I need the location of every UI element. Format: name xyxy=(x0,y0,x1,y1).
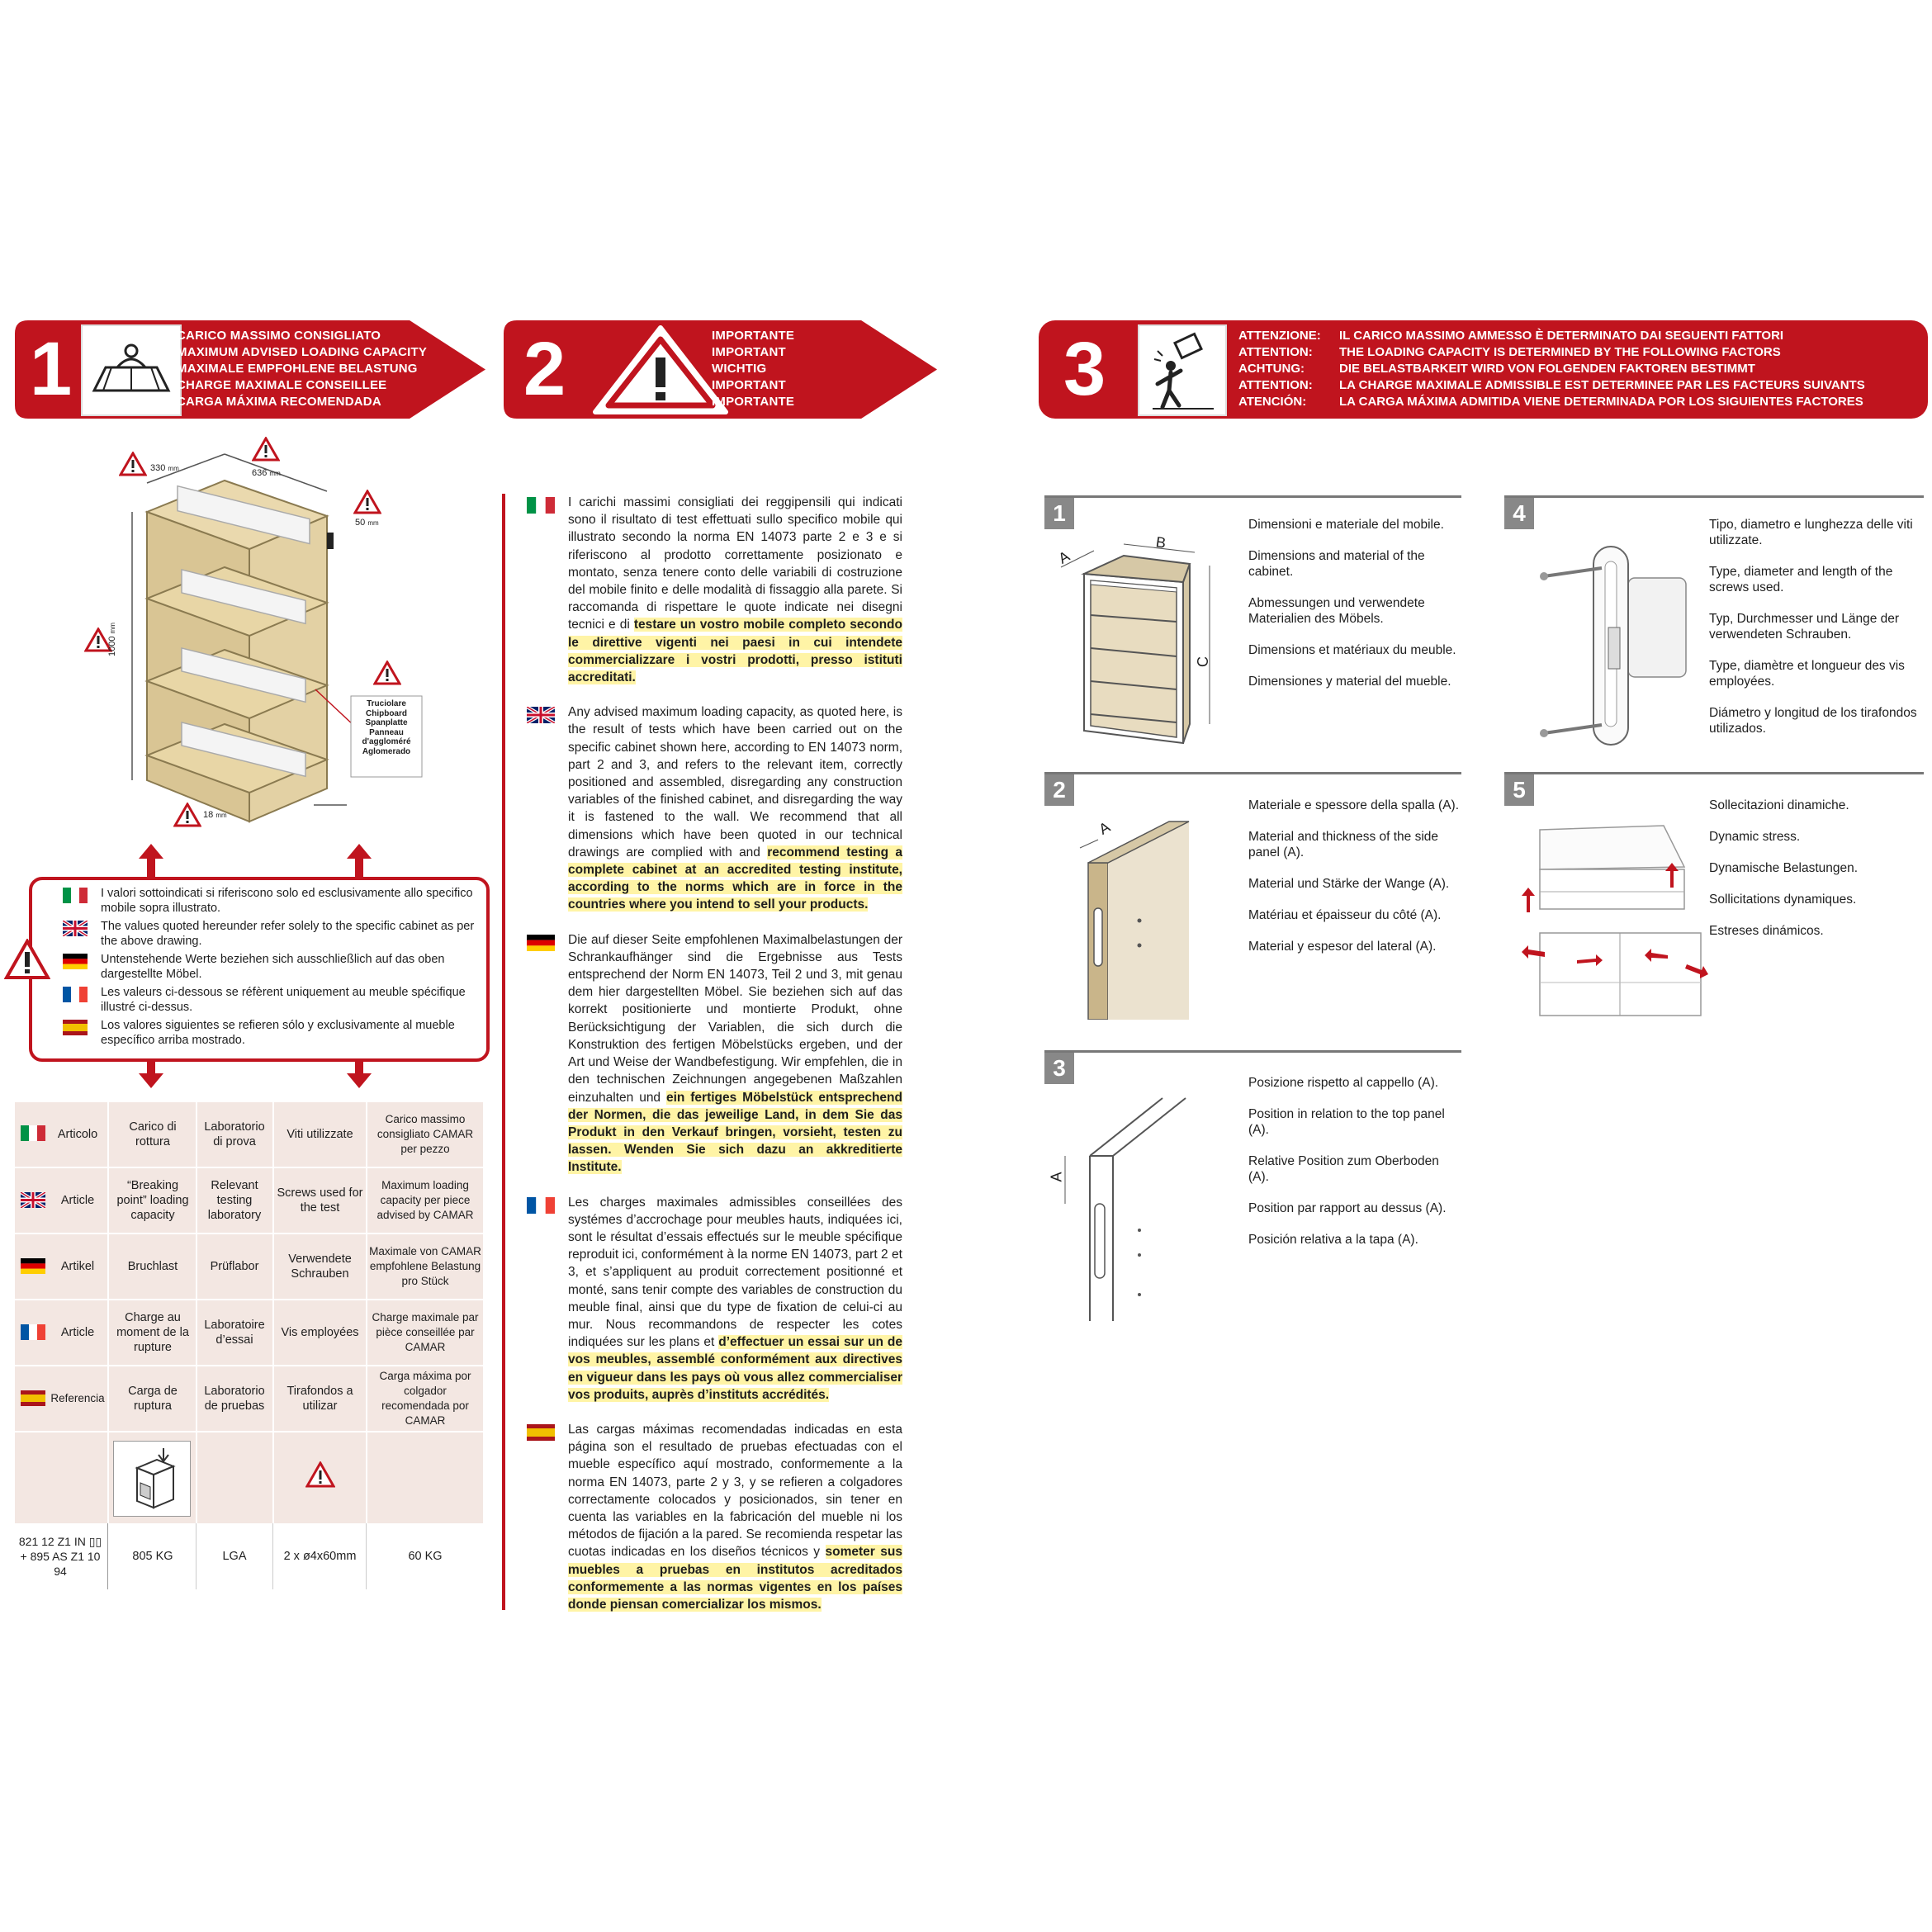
factor-line: Relative Position zum Oberboden (A). xyxy=(1248,1154,1439,1184)
paragraph-es xyxy=(568,1421,902,1613)
unit: mm xyxy=(215,812,227,819)
table-cell: Article xyxy=(60,1194,95,1207)
flag-germany-icon xyxy=(63,954,88,969)
shelf-load-icon xyxy=(81,324,182,416)
paragraph-text: Les charges maximales admissibles conseillées des systémes d’accrochage pour meubles hauts, indiquées ici, sont le résultat d’essais effectués sur le meuble spécifique reproduit ici, conformément à la norme EN 14073, part 2 et 3, et s’appliquent au produit correctement positionné et monté, sans tenir compte des variables de construction du meuble final, ainsi que du type de fixation de celui-ci au mur. Nous recommandons de respecter les cotes indiquées sur les plans et xyxy=(568,1195,902,1350)
paragraph-highlight: recommend testing a complete cabinet at an accredited testing institute, according to the norms which are in force in the countries where you intend to sell your products. xyxy=(568,845,902,912)
banner-2-line: WICHTIG xyxy=(712,362,767,376)
flag-italy-icon xyxy=(63,888,88,903)
factor-line: Posizione rispetto al cappello (A). xyxy=(1248,1076,1439,1090)
table-cell: Artikel xyxy=(60,1260,95,1273)
banner-3-title xyxy=(1238,328,1865,410)
top-thickness-value: 50 xyxy=(355,518,366,528)
banner-1-line: MAXIMALE EMPFOHLENE BELASTUNG xyxy=(177,362,418,376)
flag-france-icon xyxy=(527,1197,555,1214)
material-line: d'aggloméré xyxy=(362,737,411,746)
factor-line: Position in relation to the top panel (A). xyxy=(1248,1107,1445,1137)
warning-icon xyxy=(4,939,50,980)
table-cell: Carico massimo consigliato CAMAR per pezzo xyxy=(376,1113,474,1155)
lab-value: LGA xyxy=(222,1550,247,1563)
banner-2-line: IMPORTANTE xyxy=(712,329,795,343)
paragraph-gb xyxy=(568,703,902,913)
factor-2-rule xyxy=(1044,772,1461,774)
dimension-a-label: A xyxy=(1096,818,1113,838)
material-line: Aglomerado xyxy=(362,746,411,756)
material-line: Panneau xyxy=(369,727,404,737)
banner-1-line: MAXIMUM ADVISED LOADING CAPACITY xyxy=(177,345,428,359)
factor-1-cabinet-drawing xyxy=(1044,533,1251,747)
banner-3-line: LA CARGA MÁXIMA ADMITIDA VIENE DETERMINADA POR LOS SIGUIENTES FACTORES xyxy=(1339,395,1863,409)
factor-1-number: 1 xyxy=(1044,498,1074,529)
banner-2-line: IMPORTANT xyxy=(712,345,786,359)
table-cell: Verwendete Schrauben xyxy=(288,1252,352,1281)
dimension-b-label: B xyxy=(1154,533,1167,552)
banner-1-line: CARICO MASSIMO CONSIGLIATO xyxy=(177,329,381,343)
factor-line: Type, diamètre et longueur des vis employées. xyxy=(1709,659,1905,689)
warning-icon xyxy=(353,490,381,514)
factor-5-text xyxy=(1709,798,1924,954)
banner-3-line: DIE BELASTBARKEIT WIRD VON FOLGENDEN FAKTOREN BESTIMMT xyxy=(1339,362,1755,376)
banner-3-label: ATTENTION: xyxy=(1238,378,1313,392)
factor-line: Estreses dinámicos. xyxy=(1709,924,1824,938)
table-cell: Articolo xyxy=(57,1128,98,1141)
breaking-test-icon xyxy=(113,1441,191,1517)
banner-3-line: LA CHARGE MAXIMALE ADMISSIBLE EST DETERMINEE PAR LES FACTEURS SUIVANTS xyxy=(1339,378,1865,392)
material-line: Chipboard xyxy=(366,708,407,718)
flag-uk-icon xyxy=(21,1192,45,1212)
table-cell: Relevant testing laboratory xyxy=(207,1179,262,1222)
warning-icon xyxy=(252,437,280,462)
warning-icon xyxy=(373,661,401,685)
depth-value: 330 xyxy=(150,463,166,473)
factor-1-rule xyxy=(1044,495,1461,498)
dimension-c-label: C xyxy=(1195,656,1211,667)
screws-value: 2 x ø4x60mm xyxy=(283,1550,357,1563)
max-load-value: 60 KG xyxy=(408,1550,443,1563)
breaking-load-value: 805 KG xyxy=(132,1550,173,1563)
unit: mm xyxy=(269,470,281,477)
paragraph-it xyxy=(568,494,902,686)
table-cell: Maximum loading capacity per piece advised by CAMAR xyxy=(376,1179,474,1221)
dimension-a-label: A xyxy=(1055,547,1073,567)
red-divider xyxy=(502,494,505,1610)
flag-uk-icon xyxy=(63,921,88,936)
width-value: 636 xyxy=(252,468,268,478)
unit: mm xyxy=(168,465,179,472)
table-cell: Laboratorio de pruebas xyxy=(204,1385,265,1413)
factor-3-number: 3 xyxy=(1044,1053,1074,1084)
flag-spain-icon xyxy=(527,1424,555,1441)
factor-line: Sollicitations dynamiques. xyxy=(1709,893,1857,907)
material-line: Truciolare xyxy=(367,699,406,708)
note-gb: The values quoted hereunder refer solely to the specific cabinet as per the above drawing. xyxy=(101,920,475,948)
unit: mm xyxy=(367,519,379,527)
warning-triangle-icon xyxy=(590,323,731,416)
factor-1-text xyxy=(1248,517,1459,705)
panel-thickness-value: 18 xyxy=(203,810,214,820)
factor-line: Dynamic stress. xyxy=(1709,830,1801,844)
flag-germany-icon xyxy=(527,935,555,951)
banner-3 xyxy=(1039,320,1928,419)
test-cabinet-illustration xyxy=(99,433,446,830)
table-cell: Carga de ruptura xyxy=(128,1385,178,1413)
banner-2-line: IMPORTANT xyxy=(712,378,786,392)
paragraph-highlight: someter sus muebles a pruebas en institutos acreditados conformemente a las normas vigentes en los países donde piensan comercializar los mismos. xyxy=(568,1545,902,1612)
table-cell: Tirafondos a utilizar xyxy=(286,1385,353,1413)
factor-line: Dimensions et matériaux du meuble. xyxy=(1248,643,1456,657)
note-fr: Les valeurs ci-dessous se réfèrent uniquement au meuble spécifique illustré ci-dessus. xyxy=(101,986,466,1014)
note-it: I valori sottoindicati si riferiscono solo ed esclusivamente allo specifico mobile sopra illustrato. xyxy=(101,887,473,915)
factor-3-text xyxy=(1248,1075,1459,1263)
paragraph-highlight: ein fertiges Möbelstück entsprechend der Normen, die das jeweilige Land, in dem Sie das Produkt in den Verkauf bringen, vorsieht, testen zu lassen. Wenden Sie sich dazu an akkreditierte Institute. xyxy=(568,1090,902,1175)
factor-line: Matériau et épaisseur du côté (A). xyxy=(1248,908,1442,922)
factor-line: Material und Stärke der Wange (A). xyxy=(1248,877,1450,891)
banner-2-title xyxy=(712,328,794,410)
paragraph-text: Any advised maximum loading capacity, as quoted here, is the result of tests which have been carried out on the specific cabinet shown here, according to EN 14073 norm, part 2 and 3, and refers to the relevant item, correctly positioned and assembled, disregarding any construction variables of the finished cabinet, and disregarding the way it is fastened to the wall. We recommend that all dimensions which have been quoted in our technical drawings are complied with and xyxy=(568,705,902,859)
banner-3-line: IL CARICO MASSIMO AMMESSO È DETERMINATO DAI SEGUENTI FATTORI xyxy=(1339,329,1784,343)
disclaimer-text xyxy=(568,494,902,1631)
factor-line: Posición relativa a la tapa (A). xyxy=(1248,1233,1418,1247)
flag-italy-icon xyxy=(21,1125,45,1145)
warning-icon xyxy=(173,803,201,827)
flag-france-icon xyxy=(63,987,88,1002)
factor-line: Sollecitazioni dinamiche. xyxy=(1709,798,1849,812)
factor-line: Typ, Durchmesser und Länge der verwendeten Schrauben. xyxy=(1709,612,1900,642)
factor-4-number: 4 xyxy=(1504,498,1534,529)
factor-4-screws-hanger-drawing xyxy=(1527,537,1693,751)
table-cell: Article xyxy=(60,1326,95,1339)
banner-2-number: 2 xyxy=(523,327,566,411)
table-cell: Prüflabor xyxy=(210,1260,259,1273)
table-cell: Referencia xyxy=(50,1392,105,1404)
table-cell: Charge maximale par pièce conseillée par CAMAR xyxy=(372,1311,479,1353)
flag-germany-icon xyxy=(21,1258,45,1278)
factor-line: Diámetro y longitud de los tirafondos utilizados. xyxy=(1709,706,1917,736)
factor-line: Dimensions and material of the cabinet. xyxy=(1248,549,1425,579)
factor-line: Position par rapport au dessus (A). xyxy=(1248,1201,1447,1215)
factor-line: Abmessungen und verwendete Materialien des Möbels. xyxy=(1248,596,1425,626)
depth-dimension xyxy=(150,463,179,473)
paragraph-de xyxy=(568,931,902,1177)
height-value: 1000 xyxy=(107,636,117,656)
banner-3-label: ATENCIÓN: xyxy=(1238,395,1307,409)
table-cell: Viti utilizzate xyxy=(286,1128,353,1141)
table-cell: Maximale von CAMAR empfohlene Belastung pro Stück xyxy=(369,1245,481,1287)
factor-line: Tipo, diametro e lunghezza delle viti utilizzate. xyxy=(1709,518,1913,547)
banner-3-label: ATTENZIONE: xyxy=(1238,329,1321,343)
paragraph-fr xyxy=(568,1194,902,1404)
factor-line: Dimensioni e materiale del mobile. xyxy=(1248,518,1444,532)
flag-italy-icon xyxy=(527,497,555,514)
table-cell: Laboratorio di prova xyxy=(204,1120,265,1148)
banner-2 xyxy=(504,320,937,419)
warning-icon xyxy=(119,452,147,476)
table-cell: Carico di rottura xyxy=(129,1120,177,1148)
material-label xyxy=(351,699,422,756)
factor-line: Type, diameter and length of the screws used. xyxy=(1709,565,1893,594)
table-cell: “Breaking point” loading capacity xyxy=(116,1179,189,1222)
banner-1-title xyxy=(177,328,427,410)
banner-2-line: IMPORTANTE xyxy=(712,395,795,409)
factor-5-dynamic-stress-drawing xyxy=(1515,813,1713,1028)
unit: mm xyxy=(109,623,116,634)
factor-4-text xyxy=(1709,517,1924,752)
paragraph-highlight: testare un vostro mobile completo secondo le direttive vigenti nei paesi in cui intendete commercializzare i vostri prodotti, presso istituti accreditati. xyxy=(568,618,902,685)
banner-1-line: CHARGE MAXIMALE CONSEILLEE xyxy=(177,378,387,392)
banner-3-label: ACHTUNG: xyxy=(1238,362,1305,376)
material-line: Spanplatte xyxy=(365,718,408,727)
panel-thickness-dimension xyxy=(203,810,227,820)
dimension-a-label: A xyxy=(1048,1172,1065,1182)
banner-3-line: THE LOADING CAPACITY IS DETERMINED BY THE FOLLOWING FACTORS xyxy=(1339,345,1781,359)
banner-1 xyxy=(15,320,485,419)
paragraph-highlight: d’effectuer un essai sur un de vos meubles, assemblé conformément aux directives en vigueur dans les pays où vous allez commercialiser vos produits, auprès d’instituts accrédités. xyxy=(568,1335,902,1402)
factor-3-rule xyxy=(1044,1050,1461,1053)
flag-uk-icon xyxy=(527,707,555,723)
flag-france-icon xyxy=(21,1324,45,1344)
factor-line: Dynamische Belastungen. xyxy=(1709,861,1859,875)
table-cell: Bruchlast xyxy=(127,1260,178,1273)
width-dimension xyxy=(252,468,281,478)
factor-2-text xyxy=(1248,798,1459,970)
warning-icon xyxy=(305,1461,335,1488)
note-es: Los valores siguientes se refieren sólo y exclusivamente al mueble específico arriba mostrado. xyxy=(101,1019,455,1047)
factor-5-rule xyxy=(1504,772,1924,774)
note-de: Untenstehende Werte beziehen sich ausschließlich auf das oben dargestellte Möbel. xyxy=(101,953,445,981)
paragraph-text: I carichi massimi consigliati dei reggipensili qui indicati sono il risultato di test effettuati sullo specifico mobile qui illustrato secondo la norma EN 14073 parte 2 e 3 e si riferiscono al prodotto correttamente posizionato e montato, senza tenere conto delle variabili di costruzione del mobile finito e delle modalità di fissaggio alla parete. Si raccomanda di rispettare le quote indicate nei disegni tecnici e di xyxy=(568,495,902,632)
banner-1-line: CARGA MÁXIMA RECOMENDADA xyxy=(177,395,381,409)
table-cell: Charge au moment de la rupture xyxy=(116,1311,189,1354)
banner-1-number: 1 xyxy=(30,327,73,411)
factor-5-number: 5 xyxy=(1504,774,1534,806)
paragraph-text: Las cargas máximas recomendadas indicadas en esta página son el resultado de pruebas efectuadas con el mueble específico aquí mostrado, conformemente a la norma EN 14073, parte 2 y 3, y se refieren a colgadores correctamente colocados y posicionados, sin tener en cuenta las variables en la fabricación del mueble ni los métodos de fijación a la pared. Se recomienda respetar las cuotas indicadas en los diseños técnicos y xyxy=(568,1422,902,1560)
banner-3-number: 3 xyxy=(1063,327,1106,411)
factor-line: Material and thickness of the side panel (A). xyxy=(1248,830,1439,859)
table-cell: Carga máxima por colgador recomendada por CAMAR xyxy=(379,1370,471,1427)
banner-3-label: ATTENTION: xyxy=(1238,345,1313,359)
factor-line: Material y espesor del lateral (A). xyxy=(1248,940,1437,954)
factor-3-top-panel-drawing xyxy=(1040,1090,1205,1329)
table-cell: Vis employées xyxy=(281,1326,359,1339)
table-cell: Screws used for the test xyxy=(277,1186,363,1215)
paragraph-text: Die auf dieser Seite empfohlenen Maximalbelastungen der Schrankaufhänger sind die Ergebnisse aus Tests entsprechend der Norm EN 14073, Teil 2 und 3, mit genau dem hier dargestellten Möbel. Sie beziehen sich auf das korrekt positionierte und montierte Produkt, ohne Berücksichtigung der Variablen, die sich durch die Konstruktion des fertigen Möbelstücks ergeben, und der Art und Weise der Wandbefestigung. Wir empfehlen, die in den technischen Zeichnungen angegebenen Maßzahlen einzuhalten und xyxy=(568,932,902,1105)
flag-spain-icon xyxy=(21,1390,45,1410)
table-cell: Laboratoire d’essai xyxy=(204,1319,265,1347)
factor-line: Materiale e spessore della spalla (A). xyxy=(1248,798,1460,812)
top-thickness-dimension xyxy=(355,518,379,528)
factor-2-panel-drawing xyxy=(1065,813,1222,1020)
factor-line: Dimensiones y material del mueble. xyxy=(1248,675,1451,689)
falling-cabinet-icon xyxy=(1138,324,1227,416)
factor-2-number: 2 xyxy=(1044,774,1074,806)
height-dimension xyxy=(107,623,117,656)
article-code: 821 12 Z1 IN ▯▯ + 895 AS Z1 10 94 xyxy=(18,1535,102,1578)
factor-4-rule xyxy=(1504,495,1924,498)
flag-spain-icon xyxy=(63,1020,88,1035)
